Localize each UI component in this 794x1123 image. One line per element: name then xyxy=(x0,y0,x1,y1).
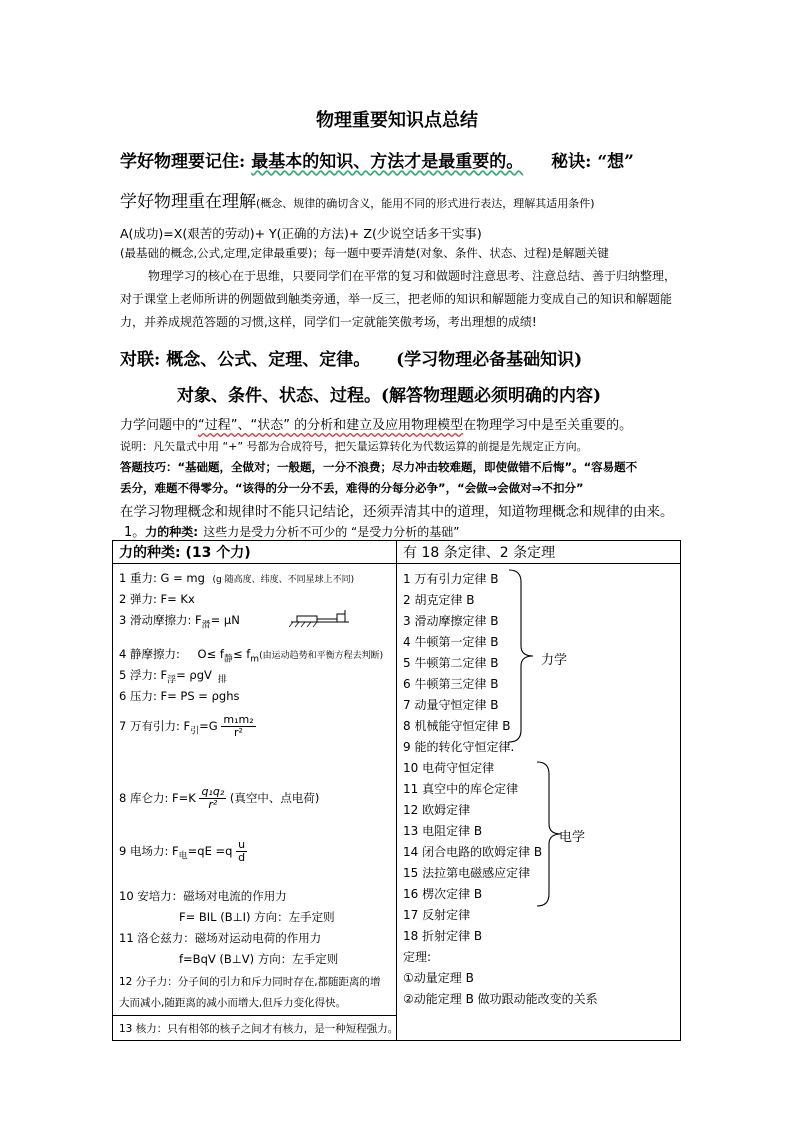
law-4: 4 牛顿第一定律 B xyxy=(403,635,499,649)
theorem-2: ②动能定理 B 做功跟动能改变的关系 xyxy=(403,992,598,1006)
force-lorentz: 11 洛仑兹力：磁场对运动电荷的作用力 xyxy=(119,931,322,945)
force-pressure: 6 压力: F= PS = ρghs xyxy=(119,689,240,703)
couplet-2: 对象、条件、状态、过程。(解答物理题必须明确的内容) xyxy=(177,386,602,406)
force-molecular-2: 大而减小,随距离的减小而增大,但斥力变化得快。 xyxy=(119,997,347,1009)
law-18: 18 折射定律 B xyxy=(403,929,483,943)
law-6: 6 牛顿第三定律 B xyxy=(403,677,499,691)
section-1-tail: 这些力是受力分析不可少的 “是受力分析的基础” xyxy=(203,525,460,539)
couplet-1-main: 对联: 概念、公式、定理、定律。 xyxy=(120,350,371,370)
right-header: 有 18 条定律、2 条定理 xyxy=(397,541,681,564)
process-underlined: “过程”、“状态” 的分析和建立及应用物理模型 xyxy=(198,418,464,433)
process-post: 在物理学习中是至关重要的。 xyxy=(463,418,633,433)
force-buoyancy: 5 浮力: $F_浮= \rho gV$ $_排$ xyxy=(119,668,227,686)
couplet-1-note: (学习物理必备基础知识) xyxy=(396,350,583,370)
law-10: 10 电荷守恒定律 xyxy=(403,761,495,775)
vector-note: 说明：凡矢量式中用 “+” 号都为合成符号，把矢量运算转化为代数运算的前提是先规定正方向。 xyxy=(120,440,588,453)
law-15: 15 法拉第电磁感应定律 xyxy=(403,866,531,880)
force-elastic: 2 弹力: F= Kx xyxy=(119,592,195,606)
force-ampere-formula: F= BIL (B⊥I) 方向：左手定则 xyxy=(179,910,335,924)
understanding-big: 学好物理重在理解 xyxy=(120,192,256,212)
paragraph-line-1: 物理学习的核心在于思维，只要同学们在平常的复习和做题时注意思考、注意总结、善于归纳整理， xyxy=(148,269,677,283)
section-1-title: 力的种类: xyxy=(145,525,199,539)
law-14: 14 闭合电路的欧姆定律 B xyxy=(403,845,543,859)
motto-right: 秘诀: “想” xyxy=(551,152,634,172)
understanding-line xyxy=(120,187,595,212)
mechanics-brace-icon xyxy=(507,568,537,744)
tips-line-1: 答题技巧：“基础题，全做对；一般题，一分不浪费；尽力冲击较难题，即使做错不后悔”。“容易题不 xyxy=(120,460,638,474)
section-1-number: 1。 xyxy=(124,525,146,540)
understanding-small: (概念、规律的确切含义，能用不同的形式进行表达，理解其适用条件) xyxy=(256,197,595,210)
forces-laws-table xyxy=(112,540,681,1041)
law-11: 11 真空中的库仑定律 xyxy=(403,782,519,796)
force-molecular-1: 12 分子力：分子间的引力和斥力同时存在,都随距离的增 xyxy=(119,976,381,988)
force-static-friction: 4 静摩擦力: $O\le f_静\le f_m$(由运动趋势和平衡方程去判断) xyxy=(119,647,384,665)
theorems-label: 定理: xyxy=(403,950,432,964)
success-formula: A(成功)=X(艰苦的劳动)+ Y(正确的方法)+ Z(少说空话多干实事) xyxy=(120,226,482,241)
law-8: 8 机械能守恒定律 B xyxy=(403,719,511,733)
process-line xyxy=(120,414,632,433)
law-1: 1 万有引力定律 B xyxy=(403,572,499,586)
law-2: 2 胡克定律 B xyxy=(403,593,475,607)
law-7: 7 动量守恒定律 B xyxy=(403,698,499,712)
laws-column xyxy=(397,564,681,1041)
forces-column xyxy=(113,564,397,1041)
force-lorentz-formula: f=BqV (B⊥V) 方向：左手定则 xyxy=(179,952,339,966)
force-sliding-friction: 3 滑动摩擦力: $F_滑= \mu N$ xyxy=(119,613,240,631)
law-5: 5 牛顿第二定律 B xyxy=(403,656,499,670)
law-12: 12 欧姆定律 xyxy=(403,803,471,817)
group-electric-label: 电学 xyxy=(559,830,586,845)
motto-line xyxy=(120,147,634,172)
law-13: 13 电阻定律 B xyxy=(403,824,483,838)
law-17: 17 反射定律 xyxy=(403,908,471,922)
force-gravitation: 7 万有引力: $F_引=G$ $\frac{\text{m₁m₂}}{\text{r²}}$ xyxy=(119,713,254,739)
law-3: 3 滑动摩擦定律 B xyxy=(403,614,499,628)
concept-line: 在学习物理概念和规律时不能只记结论，还须弄清其中的道理，知道物理概念和规律的由来。 xyxy=(120,504,674,520)
process-pre: 力学问题中的 xyxy=(120,418,199,433)
friction-diagram-icon xyxy=(289,606,351,628)
group-mechanics-label: 力学 xyxy=(541,653,568,668)
paragraph-line-2: 对于课堂上老师所讲的例题做到触类旁通，举一反三，把老师的知识和解题能力变成自己的知识和解题能 xyxy=(120,292,673,306)
motto-left: 学好物理要记住: xyxy=(120,152,246,172)
theorem-1: ①动量定理 B xyxy=(403,971,474,985)
basic-note: (最基础的概念,公式,定理,定律最重要)；每一题中要弄清楚(对象、条件、状态、过程)是解题关键 xyxy=(120,246,609,260)
paragraph-line-3: 力，并养成规范答题的习惯,这样，同学们一定就能笑傲考场，考出理想的成绩! xyxy=(120,315,537,329)
page-title: 物理重要知识点总结 xyxy=(316,110,478,131)
law-9: 9 能的转化守恒定律. xyxy=(403,740,515,754)
law-16: 16 楞次定律 B xyxy=(403,887,483,901)
force-ampere: 10 安培力：磁场对电流的作用力 xyxy=(119,889,287,903)
motto-underlined: 最基本的知识、方法才是最重要的。 xyxy=(251,152,524,172)
section-1-heading xyxy=(124,521,459,540)
couplet-1 xyxy=(120,345,582,370)
force-nuclear: 13 核力：只有相邻的核子之间才有核力，是一种短程强力。 xyxy=(119,1023,399,1035)
force-coulomb: 8 库仑力: F=K $\frac{\text{q₁q₂}}{\text{r²}}$ (真空中、点电荷) xyxy=(119,785,320,811)
left-header: 力的种类: (13 个力) xyxy=(113,541,397,564)
tips-line-2: 丢分，难题不得零分。“该得的分一分不丢，难得的分每分必争”，“会做⇒会做对⇒不扣分” xyxy=(120,481,584,495)
nuclear-divider xyxy=(113,1015,396,1016)
force-electric-field: 9 电场力: $F_电=qE =q$ $\frac{u}{d}$ xyxy=(119,838,246,864)
force-gravity: 1 重力: G = mg (g 随高度、纬度、不同星球上不同) xyxy=(119,571,355,585)
